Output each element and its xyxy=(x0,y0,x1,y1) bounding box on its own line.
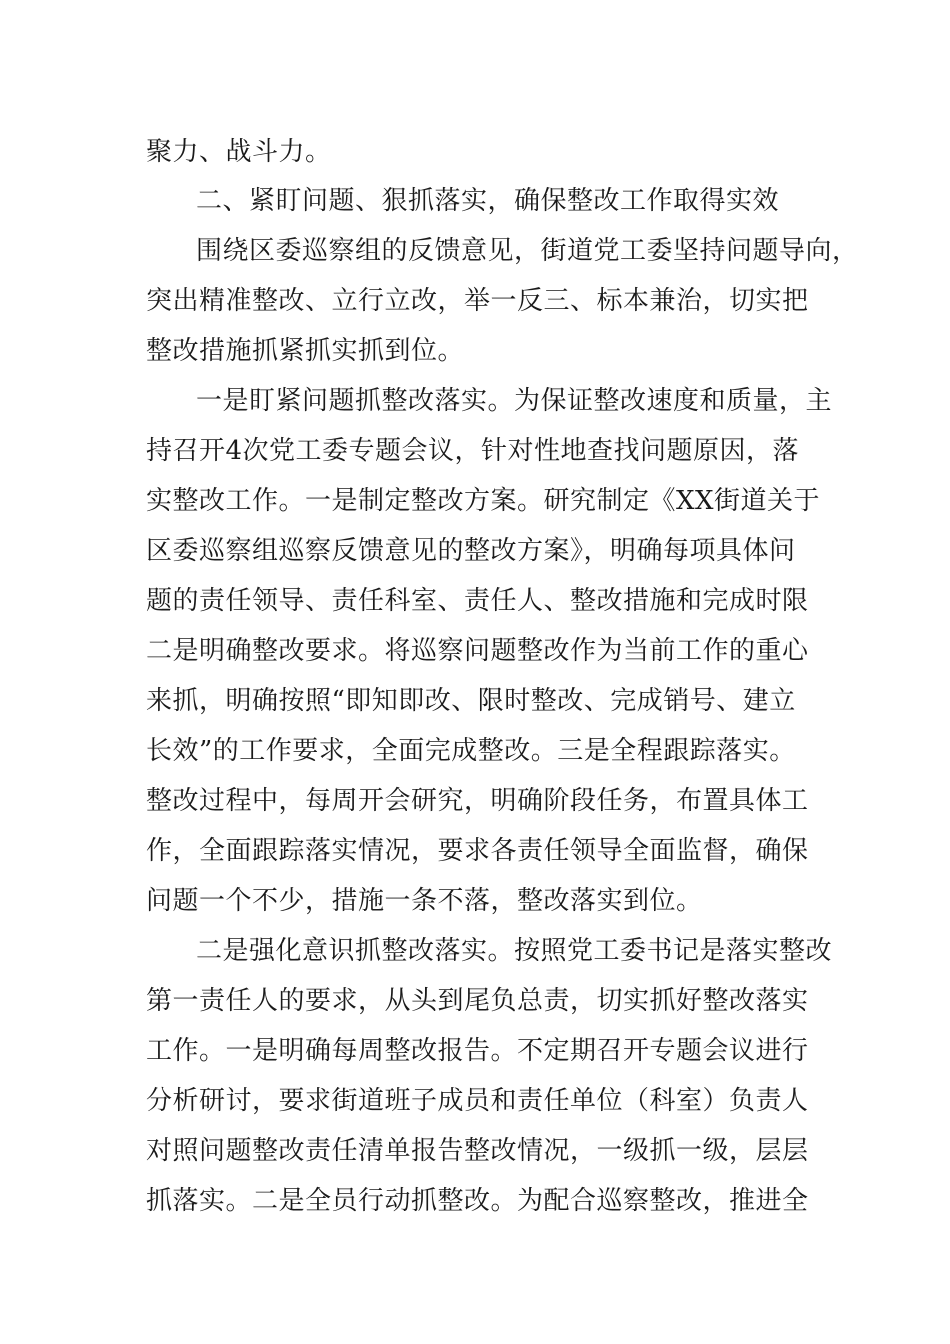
text-line: 围绕区委巡察组的反馈意见，街道党工委坚持问题导向， xyxy=(196,236,859,266)
text-line: 整改措施抓紧抓实抓到位。 xyxy=(146,336,465,366)
text-line: 区委巡察组巡察反馈意见的整改方案》，明确每项具体问 xyxy=(146,536,796,566)
text-line: 二是明确整改要求。将巡察问题整改作为当前工作的重心 xyxy=(146,636,809,666)
text-line: 整改过程中，每周开会研究，明确阶段任务，布置具体工 xyxy=(146,786,809,816)
text-line: 持召开4次党工委专题会议，针对性地查找问题原因，落 xyxy=(146,436,800,466)
text-line: 对照问题整改责任清单报告整改情况，一级抓一级，层层 xyxy=(146,1136,809,1166)
text-line: 聚力、战斗力。 xyxy=(146,137,332,167)
text-line: 分析研讨，要求街道班子成员和责任单位（科室）负责人 xyxy=(146,1086,809,1116)
text-line: 工作。一是明确每周整改报告。不定期召开专题会议进行 xyxy=(146,1036,809,1066)
text-line: 来抓，明确按照“即知即改、限时整改、完成销号、建立 xyxy=(146,686,796,716)
text-line: 题的责任领导、责任科室、责任人、整改措施和完成时限 xyxy=(146,586,809,616)
text-line: 二是强化意识抓整改落实。按照党工委书记是落实整改 xyxy=(196,936,833,966)
text-line: 长效”的工作要求，全面完成整改。三是全程跟踪落实。 xyxy=(146,736,796,766)
text-line: 问题一个不少，措施一条不落，整改落实到位。 xyxy=(146,886,703,916)
text-line: 第一责任人的要求，从头到尾负总责，切实抓好整改落实 xyxy=(146,986,809,1016)
section-heading: 二、紧盯问题、狠抓落实，确保整改工作取得实效 xyxy=(196,186,780,216)
text-line: 突出精准整改、立行立改，举一反三、标本兼治，切实把 xyxy=(146,286,809,316)
text-line: 抓落实。二是全员行动抓整改。为配合巡察整改，推进全 xyxy=(146,1186,809,1216)
text-line: 实整改工作。一是制定整改方案。研究制定《XX街道关于 xyxy=(146,486,821,516)
text-line: 一是盯紧问题抓整改落实。为保证整改速度和质量，主 xyxy=(196,386,833,416)
text-line: 作，全面跟踪落实情况，要求各责任领导全面监督，确保 xyxy=(146,836,809,866)
